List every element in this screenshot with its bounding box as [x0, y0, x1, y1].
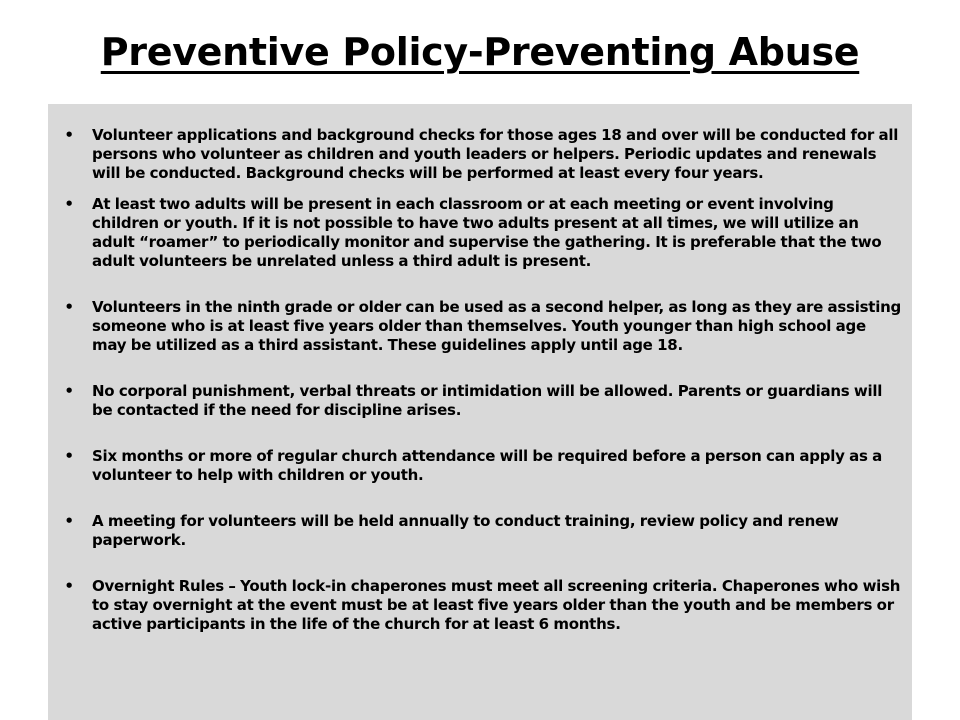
bullet-icon: •	[64, 195, 74, 213]
bullet-item-overnight-rules	[64, 577, 904, 634]
bullet-text: Six months or more of regular church attendance will be required before a person can apply as a volunteer to help with children or youth.	[92, 447, 883, 484]
bullet-icon: •	[64, 126, 74, 144]
bullet-text: A meeting for volunteers will be held annually to conduct training, review policy and renew paperwork.	[92, 512, 839, 549]
bullet-text: Volunteers in the ninth grade or older can be used as a second helper, as long as they are assisting someone who is at least five years older than themselves. Youth younger than high school age may be utilized as a third assistant. These guidelines apply until age 18.	[92, 298, 902, 354]
bullet-item-attendance	[64, 447, 904, 485]
bullet-item-no-punishment	[64, 382, 904, 420]
bullet-icon: •	[64, 447, 74, 465]
bullet-text: Overnight Rules – Youth lock-in chaperones must meet all screening criteria. Chaperones who wish to stay overnight at the event must be at least five years older than the youth and be members or active participants in the life of the church for at least 6 months.	[92, 577, 901, 633]
bullet-list	[48, 126, 912, 634]
slide-title: Preventive Policy-Preventing Abuse	[100, 30, 860, 74]
bullet-icon: •	[64, 298, 74, 316]
bullet-icon: •	[64, 382, 74, 400]
bullet-icon: •	[64, 512, 74, 530]
bullet-text: At least two adults will be present in each classroom or at each meeting or event involving children or youth. If it is not possible to have two adults present at all times, we will utilize an adult “roamer” to periodically monitor and supervise the gathering. It is preferable that the two adult volunteers be unrelated unless a third adult is present.	[92, 195, 882, 270]
bullet-item-two-adults	[64, 195, 904, 271]
content-panel	[48, 104, 912, 720]
bullet-item-annual-meeting	[64, 512, 904, 550]
bullet-item-youth-helpers	[64, 298, 904, 355]
bullet-text: No corporal punishment, verbal threats or intimidation will be allowed. Parents or guardians will be contacted if the need for discipline arises.	[92, 382, 883, 419]
bullet-text: Volunteer applications and background checks for those ages 18 and over will be conducted for all persons who volunteer as children and youth leaders or helpers. Periodic updates and renewals will be conducted. Background checks will be performed at least every four years.	[92, 126, 899, 182]
bullet-icon: •	[64, 577, 74, 595]
bullet-item-background-checks	[64, 126, 904, 183]
